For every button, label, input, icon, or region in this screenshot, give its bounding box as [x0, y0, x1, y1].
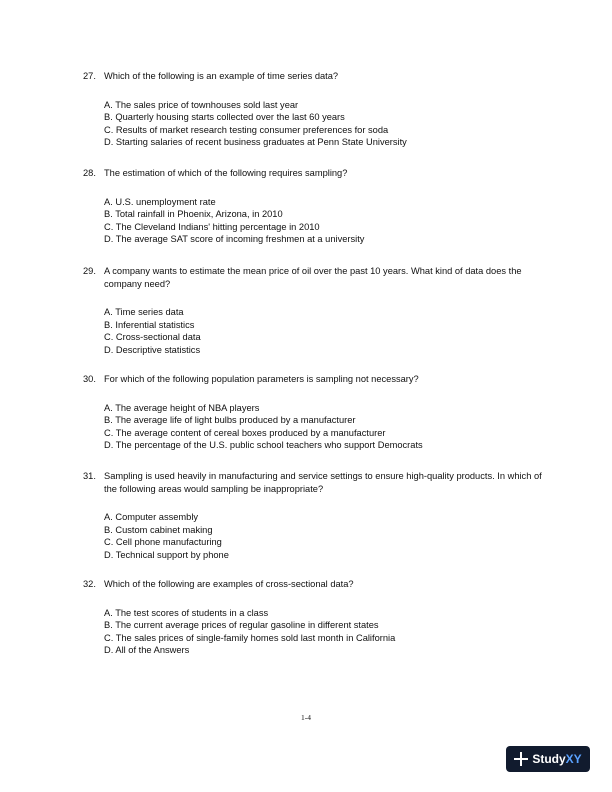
question-text: The estimation of which of the following requires sampling? [104, 168, 348, 178]
answer-option-b: B. Quarterly housing starts collected over the last 60 years [104, 112, 345, 123]
question-28 [83, 167, 553, 246]
answer-option-d: D. Descriptive statistics [104, 344, 201, 355]
answer-option-b: B. The average life of light bulbs produced by a manufacturer [104, 415, 356, 426]
question-number: 27. [83, 71, 96, 81]
question-number: 28. [83, 168, 96, 178]
studyxy-badge[interactable] [506, 746, 590, 772]
answer-option-c: C. Cross-sectional data [104, 332, 201, 343]
question-30 [83, 373, 553, 452]
plus-icon [514, 752, 528, 766]
question-29 [83, 265, 553, 357]
answer-option-d: D. All of the Answers [104, 645, 190, 656]
question-32 [83, 578, 553, 657]
question-text: Which of the following is an example of time series data? [104, 71, 339, 81]
question-number: 32. [83, 579, 96, 589]
answer-option-c: C. The Cleveland Indians' hitting percentage in 2010 [104, 221, 320, 232]
answer-option-d: D. Starting salaries of recent business graduates at Penn State University [104, 137, 407, 148]
answer-option-a: A. U.S. unemployment rate [104, 196, 216, 207]
page-number: 1-4 [301, 713, 311, 722]
answer-option-c: C. The sales prices of single-family homes sold last month in California [104, 632, 396, 643]
answer-options [104, 196, 553, 246]
question-27 [83, 70, 553, 149]
question-31 [83, 470, 553, 562]
question-text: For which of the following population parameters is sampling not necessary? [104, 374, 419, 384]
answer-options [104, 99, 553, 149]
question-number: 29. [83, 266, 96, 276]
answer-option-d: D. The average SAT score of incoming freshmen at a university [104, 234, 365, 245]
answer-option-b: B. Total rainfall in Phoenix, Arizona, in 2010 [104, 209, 283, 220]
answer-options [104, 607, 553, 657]
answer-option-a: A. Computer assembly [104, 512, 199, 523]
answer-option-c: C. The average content of cereal boxes produced by a manufacturer [104, 427, 386, 438]
question-text: Sampling is used heavily in manufacturing and service settings to ensure high-quality products. In which of the following areas would sampling be inappropriate? [104, 471, 542, 494]
question-number: 31. [83, 471, 96, 481]
question-number: 30. [83, 374, 96, 384]
answer-option-a: A. The sales price of townhouses sold last year [104, 99, 299, 110]
answer-option-a: A. The test scores of students in a class [104, 607, 269, 618]
answer-option-c: C. Cell phone manufacturing [104, 537, 222, 548]
answer-options [104, 511, 553, 561]
answer-option-b: B. Inferential statistics [104, 319, 195, 330]
brand-name: Study [532, 752, 566, 766]
answer-option-b: B. The current average prices of regular gasoline in different states [104, 620, 379, 631]
answer-option-c: C. Results of market research testing consumer preferences for soda [104, 124, 389, 135]
question-text: Which of the following are examples of cross-sectional data? [104, 579, 354, 589]
question-text: A company wants to estimate the mean price of oil over the past 10 years. What kind of data does the company need? [104, 266, 522, 289]
answer-option-a: A. Time series data [104, 307, 184, 318]
answer-option-d: D. The percentage of the U.S. public school teachers who support Democrats [104, 440, 423, 451]
answer-option-a: A. The average height of NBA players [104, 402, 260, 413]
answer-option-d: D. Technical support by phone [104, 549, 229, 560]
answer-options [104, 402, 553, 452]
brand-accent: XY [565, 752, 582, 766]
answer-options [104, 306, 553, 356]
answer-option-b: B. Custom cabinet making [104, 524, 213, 535]
